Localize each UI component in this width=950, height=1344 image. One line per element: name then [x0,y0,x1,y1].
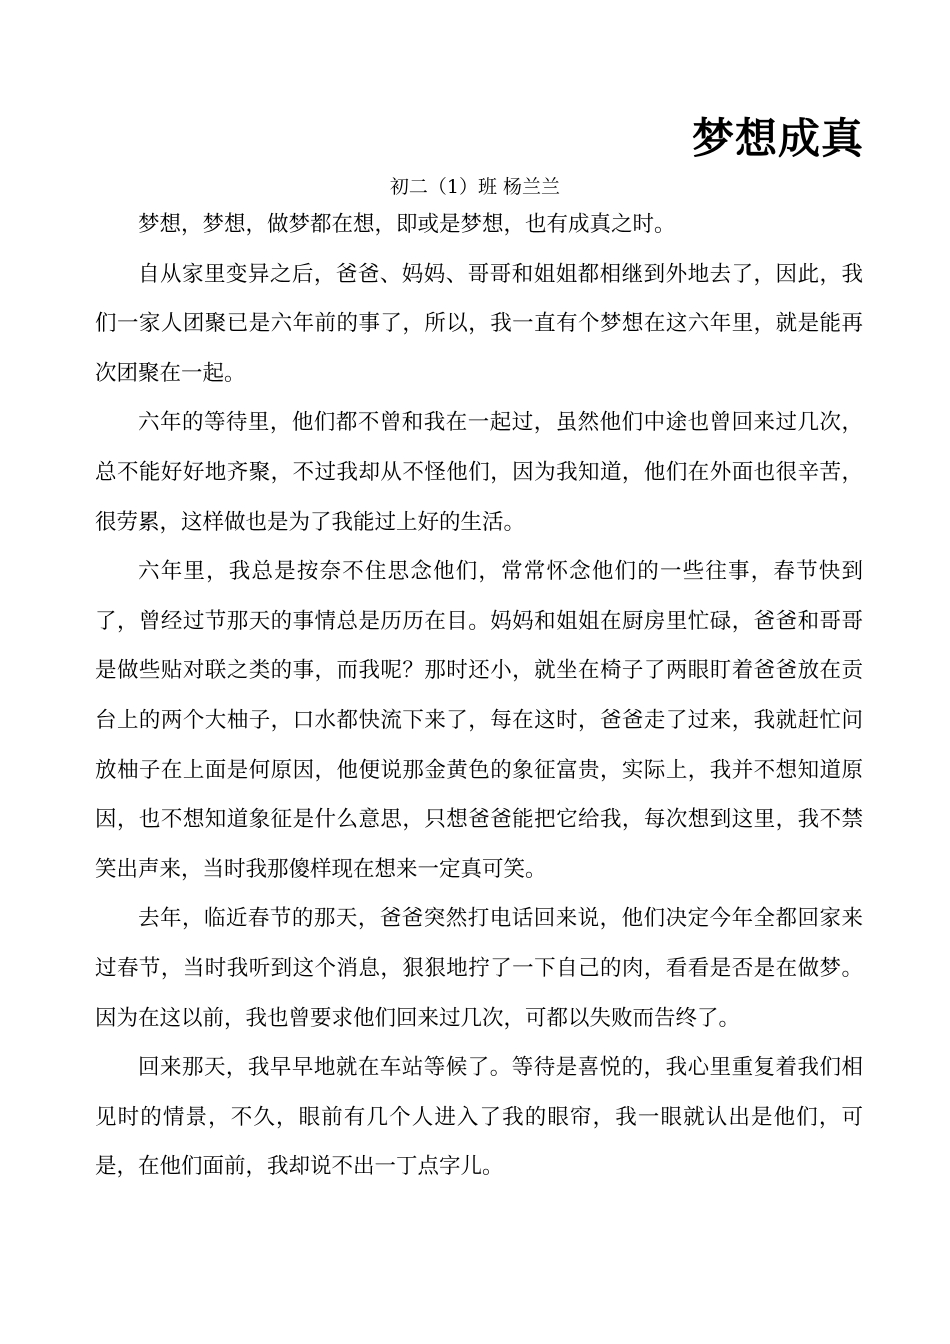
essay-body [95,200,863,1192]
paragraph-5: 去年，临近春节的那天，爸爸突然打电话回来说，他们决定今年全都回家来过春节，当时我听到这个消息，狠狠地拧了一下自己的肉，看看是否是在做梦。因为在这以前，我也曾要求他们回来过几次，可都以失败而告终了。 [95,906,863,1031]
paragraph-6: 回来那天，我早早地就在车站等候了。等待是喜悦的，我心里重复着我们相见时的情景，不久，眼前有几个人进入了我的眼帘，我一眼就认出是他们，可是，在他们面前，我却说不出一丁点字儿。 [95,1055,863,1180]
paragraph-2: 自从家里变异之后，爸爸、妈妈、哥哥和姐姐都相继到外地去了，因此，我们一家人团聚已是六年前的事了，所以，我一直有个梦想在这六年里，就是能再次团聚在一起。 [95,261,863,386]
author-byline: 初二（1）班 杨兰兰 [389,176,561,198]
paragraph-4: 六年里，我总是按奈不住思念他们，常常怀念他们的一些往事，春节快到了，曾经过节那天的事情总是历历在目。妈妈和姐姐在厨房里忙碌，爸爸和哥哥是做些贴对联之类的事，而我呢？那时还小，就坐在椅子了两眼盯着爸爸放在贡台上的两个大柚子，口水都快流下来了，每在这时，爸爸走了过来，我就赶忙问放柚子在上面是何原因，他便说那金黄色的象征富贵，实际上，我并不想知道原因，也不想知道象征是什么意思，只想爸爸能把它给我，每次想到这里，我不禁笑出声来，当时我那傻样现在想来一定真可笑。 [95,559,863,882]
paragraph-1: 梦想，梦想，做梦都在想，即或是梦想，也有成真之时。 [138,212,676,237]
essay-title: 梦想成真 [691,114,864,163]
paragraph-3: 六年的等待里，他们都不曾和我在一起过，虽然他们中途也曾回来过几次，总不能好好地齐聚，不过我却从不怪他们，因为我知道，他们在外面也很辛苦，很劳累，这样做也是为了我能过上好的生活。 [95,410,863,535]
